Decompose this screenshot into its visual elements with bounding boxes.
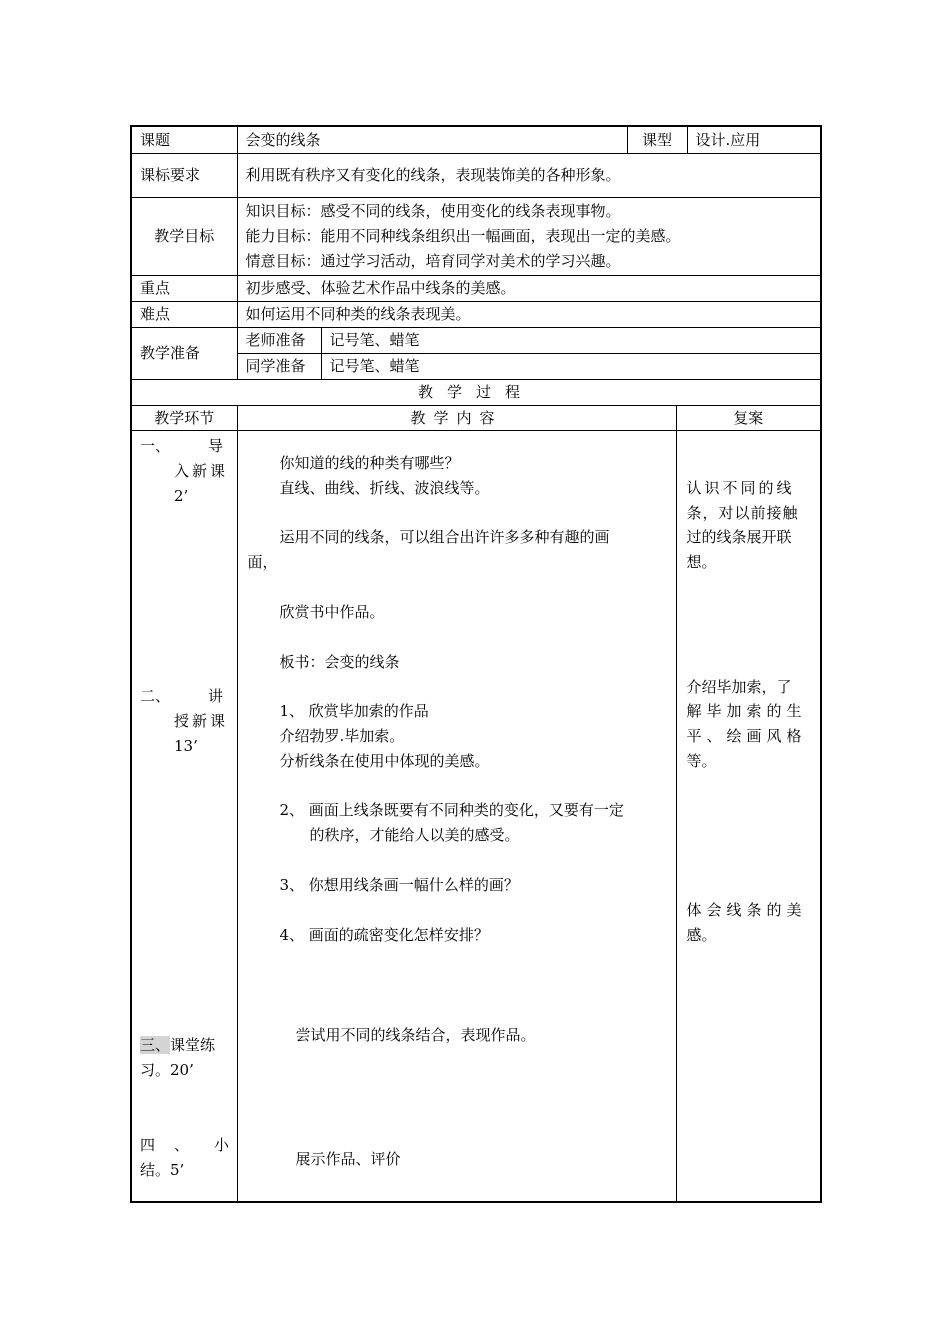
topic-label: 课题: [131, 126, 237, 153]
stage4-num: 四: [140, 1135, 156, 1154]
note2-line1: 介绍毕加索，了: [686, 677, 792, 696]
content-column: [237, 430, 676, 1202]
teacher-prep-label: 老师准备: [237, 327, 321, 353]
stage3-title: 课堂练: [170, 1035, 216, 1054]
stage1-title: 入新课: [174, 461, 229, 480]
stage4-sep: 、: [174, 1135, 190, 1154]
content-line-types: 直线、曲线、折线、波浪线等。: [279, 478, 490, 497]
goals-label: 教学目标: [131, 197, 237, 275]
col-notes-header: 复案: [676, 405, 821, 430]
process-title: 教学过程: [131, 379, 821, 405]
row-goals: [131, 197, 821, 275]
difficulty-value: 如何运用不同种类的线条表现美。: [237, 301, 821, 327]
stage2-title: 授新课: [174, 711, 229, 730]
stage2-time: 13’: [174, 736, 198, 755]
row-process-title: [131, 379, 821, 405]
note1-line1: 认识不同的线: [686, 478, 795, 497]
stage4-char: 小: [214, 1135, 230, 1154]
col-content-header: 教学内容: [237, 405, 676, 430]
goal-attitude: 情意目标：通过学习活动，培育同学对美术的学习兴趣。: [245, 251, 621, 270]
col-stage-header: 教学环节: [131, 405, 237, 430]
content-item2: 2、 画面上线条既要有不同种类的变化，又要有一定: [279, 800, 624, 819]
type-value: 设计.应用: [687, 126, 821, 153]
note2-line3: 平、绘画风格: [686, 726, 807, 745]
content-picasso-intro: 介绍勃罗.毕加索。: [279, 726, 405, 745]
notes-column: [676, 430, 821, 1202]
student-prep-label: 同学准备: [237, 353, 321, 379]
content-analysis: 分析线条在使用中体现的美感。: [279, 751, 490, 770]
note2-line2: 解毕加索的生: [686, 701, 807, 720]
note3-line1: 体会线条的美: [686, 900, 807, 919]
content-practice: 尝试用不同的线条结合，表现作品。: [295, 1025, 536, 1044]
stage1-time: 2’: [174, 486, 189, 505]
content-summary: 展示作品、评价: [295, 1149, 401, 1168]
content-appreciate: 欣赏书中作品。: [279, 602, 385, 621]
type-label: 课型: [627, 126, 687, 153]
stage2-char: 讲: [208, 686, 224, 705]
student-prep-value: 记号笔、蜡笔: [321, 353, 821, 379]
standard-label: 课标要求: [131, 153, 237, 197]
note3-line2: 感。: [686, 925, 717, 944]
row-difficulty: [131, 301, 821, 327]
lesson-plan-table: [130, 125, 822, 1203]
stage-column: [131, 430, 237, 1202]
content-item3: 3、 你想用线条画一幅什么样的画？: [279, 875, 519, 894]
stage3-num: 三、: [140, 1035, 171, 1054]
goal-ability: 能力目标：能用不同种线条组织出一幅画面，表现出一定的美感。: [245, 226, 681, 245]
stage1-char: 导: [208, 436, 224, 455]
row-standard: [131, 153, 821, 197]
stage3-label: [140, 1033, 215, 1058]
row-process-header: [131, 405, 821, 430]
content-item1: 1、 欣赏毕加索的作品: [279, 701, 429, 720]
note1-line4: 想。: [686, 552, 717, 571]
note1-line3: 过的线条展开联: [686, 527, 792, 546]
difficulty-label: 难点: [131, 301, 237, 327]
key-label: 重点: [131, 275, 237, 301]
row-topic: [131, 126, 821, 153]
prep-label: 教学准备: [131, 327, 237, 379]
stage3-time: 习。20’: [140, 1060, 194, 1079]
goals-list: [237, 197, 821, 275]
stage2-num: 二、: [140, 686, 171, 705]
note1-line2: 条，对以前接触: [686, 503, 799, 522]
content-item4: 4、 画面的疏密变化怎样安排？: [279, 925, 489, 944]
note2-line4: 等。: [686, 751, 717, 770]
standard-value: 利用既有秩序又有变化的线条，表现装饰美的各种形象。: [237, 153, 821, 197]
content-question-lines: 你知道的线的种类有哪些？: [279, 453, 460, 472]
content-combine-cont: 面，: [247, 552, 278, 571]
content-board: 板书：会变的线条: [279, 652, 400, 671]
stage4-time: 结。5’: [140, 1160, 185, 1179]
goal-knowledge: 知识目标：感受不同的线条，使用变化的线条表现事物。: [245, 201, 621, 220]
teacher-prep-value: 记号笔、蜡笔: [321, 327, 821, 353]
key-value: 初步感受、体验艺术作品中线条的美感。: [237, 275, 821, 301]
content-item2-cont: 的秩序，才能给人以美的感受。: [309, 825, 520, 844]
row-process-body: [131, 430, 821, 1202]
content-combine: 运用不同的线条，可以组合出许许多多种有趣的画: [279, 527, 610, 546]
row-teacher-prep: [131, 327, 821, 353]
stage1-num: 一、: [140, 436, 171, 455]
topic-value: 会变的线条: [237, 126, 627, 153]
row-key: [131, 275, 821, 301]
